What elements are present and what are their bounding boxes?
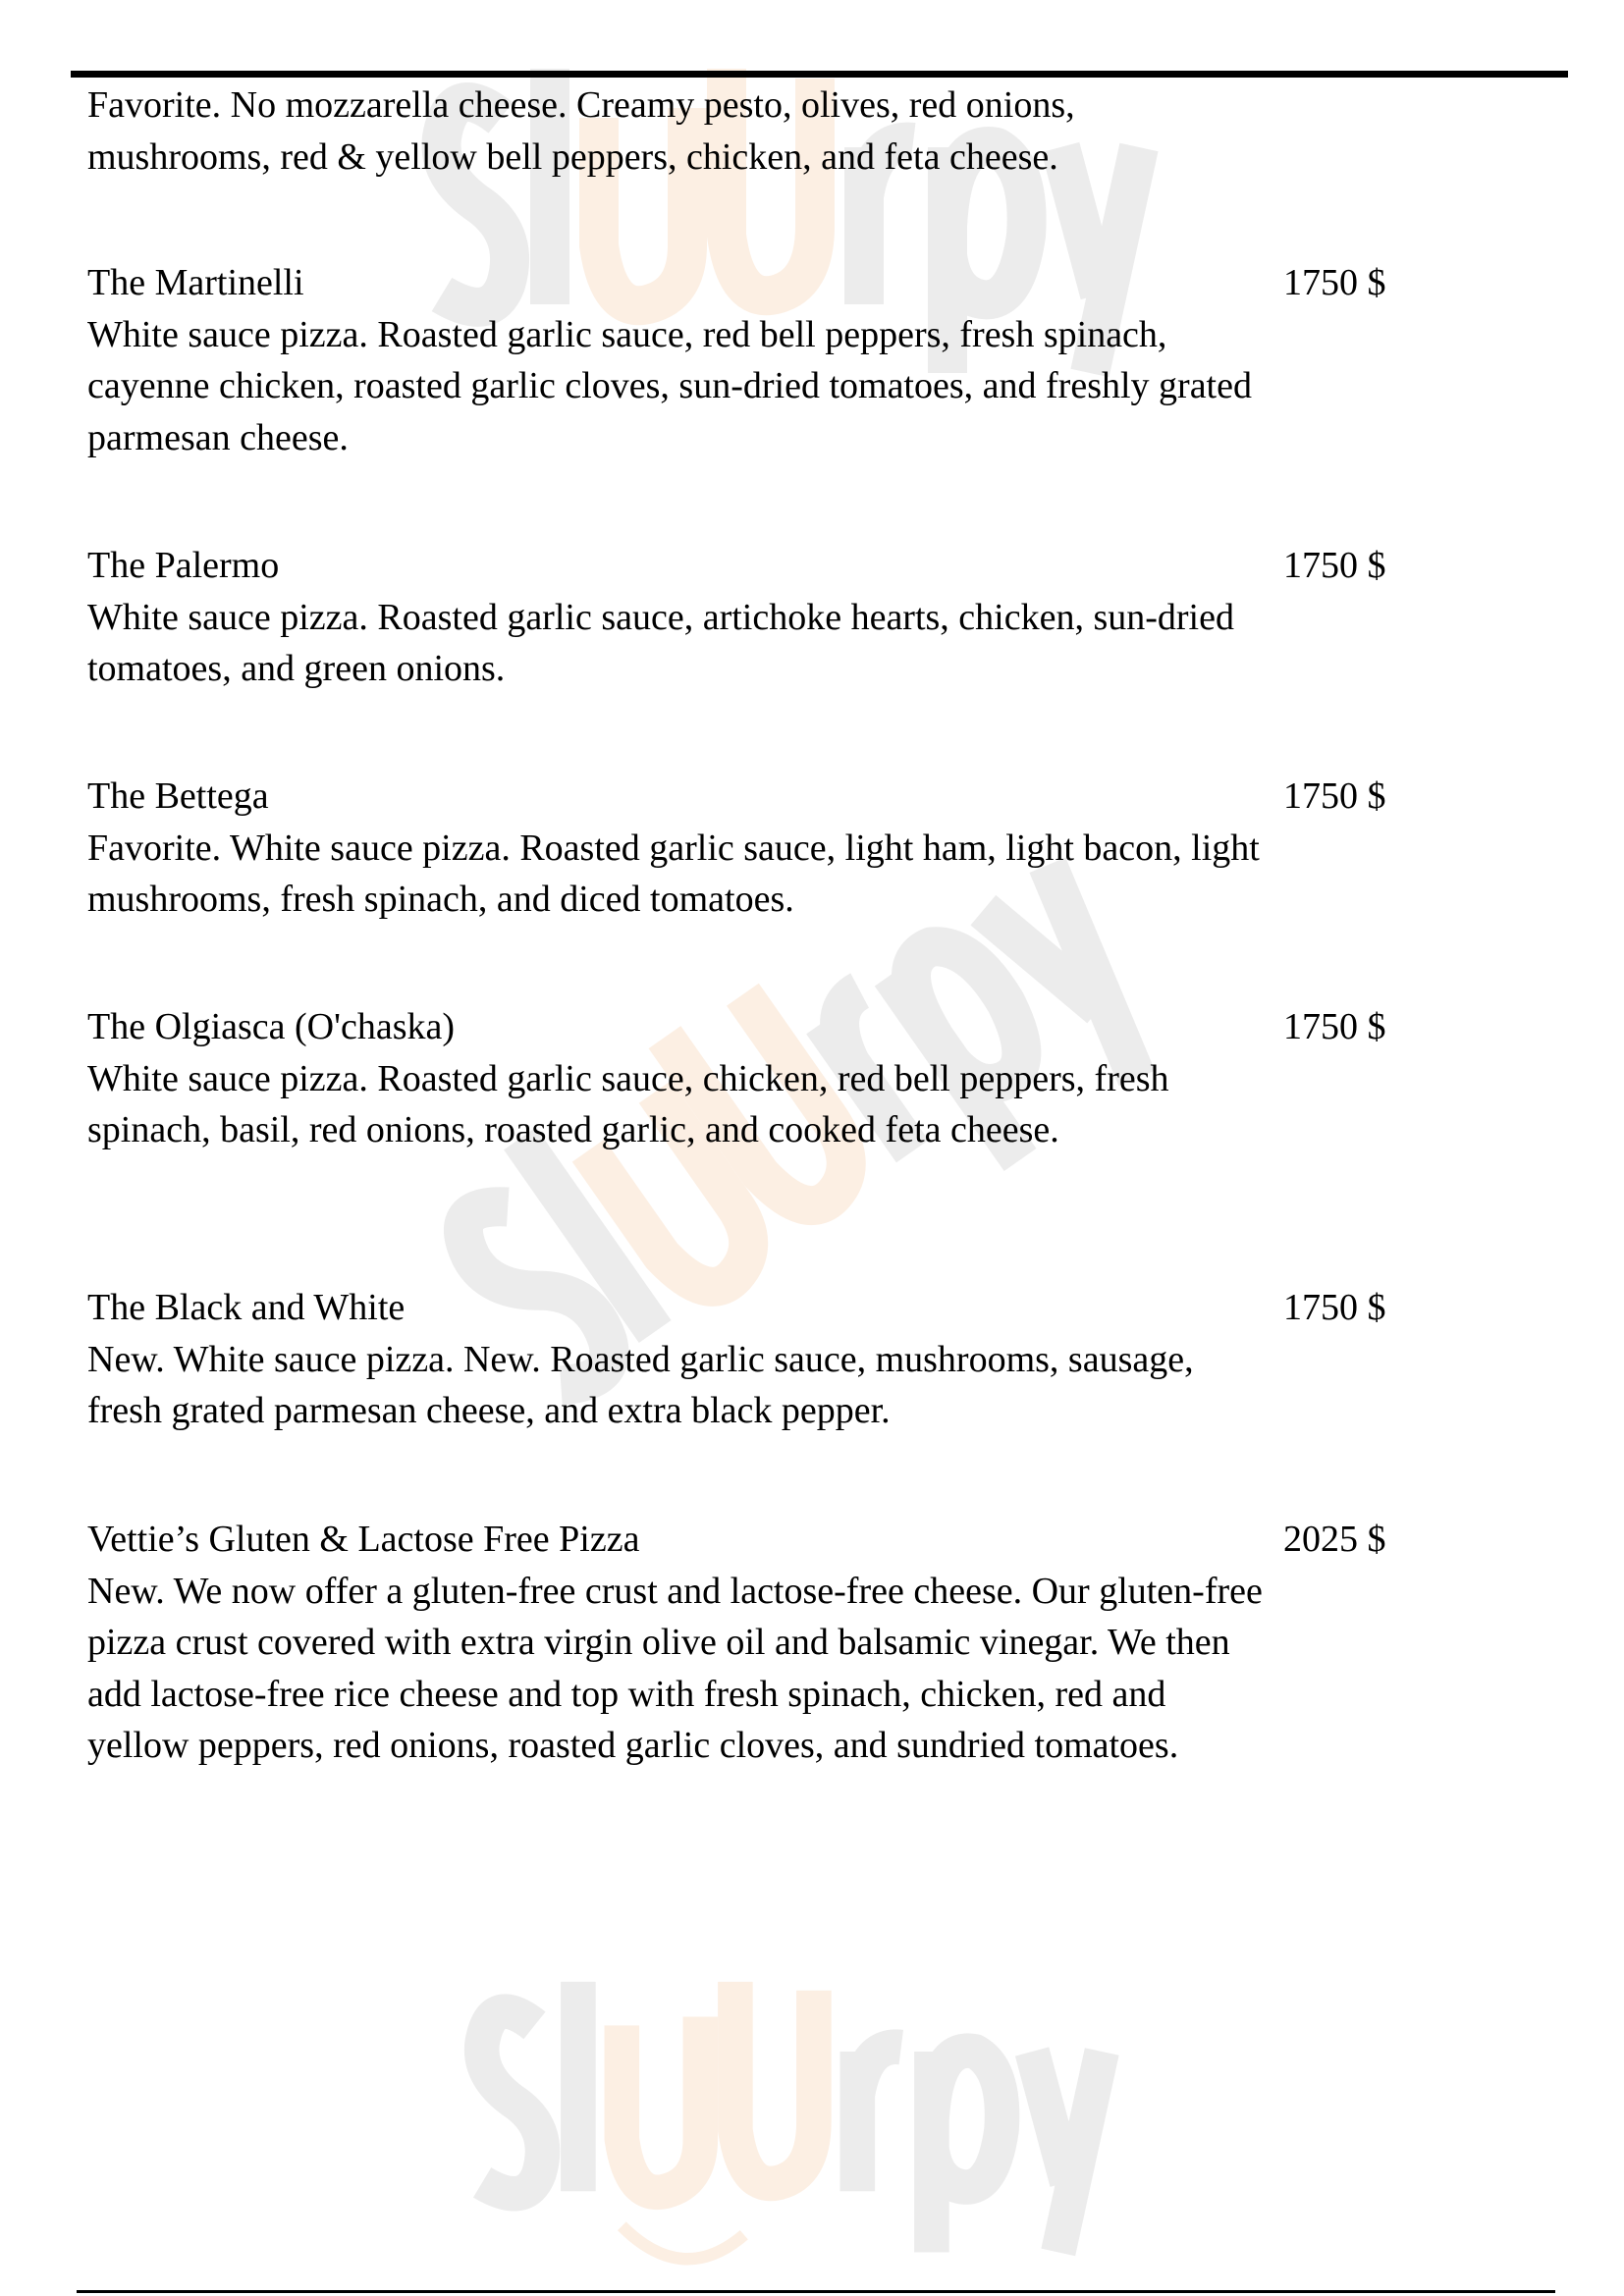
item-description: New. We now offer a gluten-free crust and lactose-free cheese. Our gluten-free pizza crust covered with extra virgin olive oil and balsamic vinegar. We then add lactose-free rice cheese and top with fresh spinach, chicken, red and yellow peppers, red onions, roasted garlic cloves, and sundried tomatoes. [87, 1570, 1263, 1766]
menu-item [87, 1514, 1560, 1772]
item-price: 1750 $ [1283, 1287, 1386, 1328]
item-description: White sauce pizza. Roasted garlic sauce, chicken, red bell peppers, fresh spinach, basil, red onions, roasted garlic, and cooked feta cheese. [87, 1057, 1169, 1150]
item-price: 2025 $ [1283, 1519, 1386, 1560]
item-name: The Bettega [87, 775, 269, 817]
item-description: Favorite. White sauce pizza. Roasted garlic sauce, light ham, light bacon, light mushrooms, fresh spinach, and diced tomatoes. [87, 827, 1260, 920]
intro-description [87, 80, 1560, 183]
item-description: New. White sauce pizza. New. Roasted garlic sauce, mushrooms, sausage, fresh grated parmesan cheese, and extra black pepper. [87, 1338, 1194, 1431]
item-price: 1750 $ [1283, 775, 1386, 817]
item-name: Vettie’s Gluten & Lactose Free Pizza [87, 1519, 640, 1560]
item-name: The Martinelli [87, 262, 304, 303]
item-description: Favorite. No mozzarella cheese. Creamy pesto, olives, red onions, mushrooms, red & yellow bell peppers, chicken, and feta cheese. [87, 84, 1075, 178]
bottom-rule [77, 2290, 1555, 2293]
item-price: 1750 $ [1283, 545, 1386, 586]
item-description: White sauce pizza. Roasted garlic sauce, artichoke hearts, chicken, sun-dried tomatoes, and green onions. [87, 596, 1234, 689]
top-rule [71, 71, 1568, 78]
watermark-logo-bottom [412, 1973, 1198, 2287]
menu-item [87, 771, 1560, 926]
item-name: The Palermo [87, 545, 280, 586]
item-name: The Black and White [87, 1287, 406, 1328]
item-price: 1750 $ [1283, 1006, 1386, 1047]
menu-item [87, 1001, 1560, 1156]
menu-item [87, 540, 1560, 695]
menu-item [87, 1282, 1560, 1437]
item-price: 1750 $ [1283, 262, 1386, 303]
item-name: The Olgiasca (O'chaska) [87, 1006, 456, 1047]
menu-item [87, 257, 1560, 463]
item-description: White sauce pizza. Roasted garlic sauce, red bell peppers, fresh spinach, cayenne chicken, roasted garlic cloves, sun-dried tomatoes, and freshly grated parmesan cheese. [87, 313, 1252, 458]
